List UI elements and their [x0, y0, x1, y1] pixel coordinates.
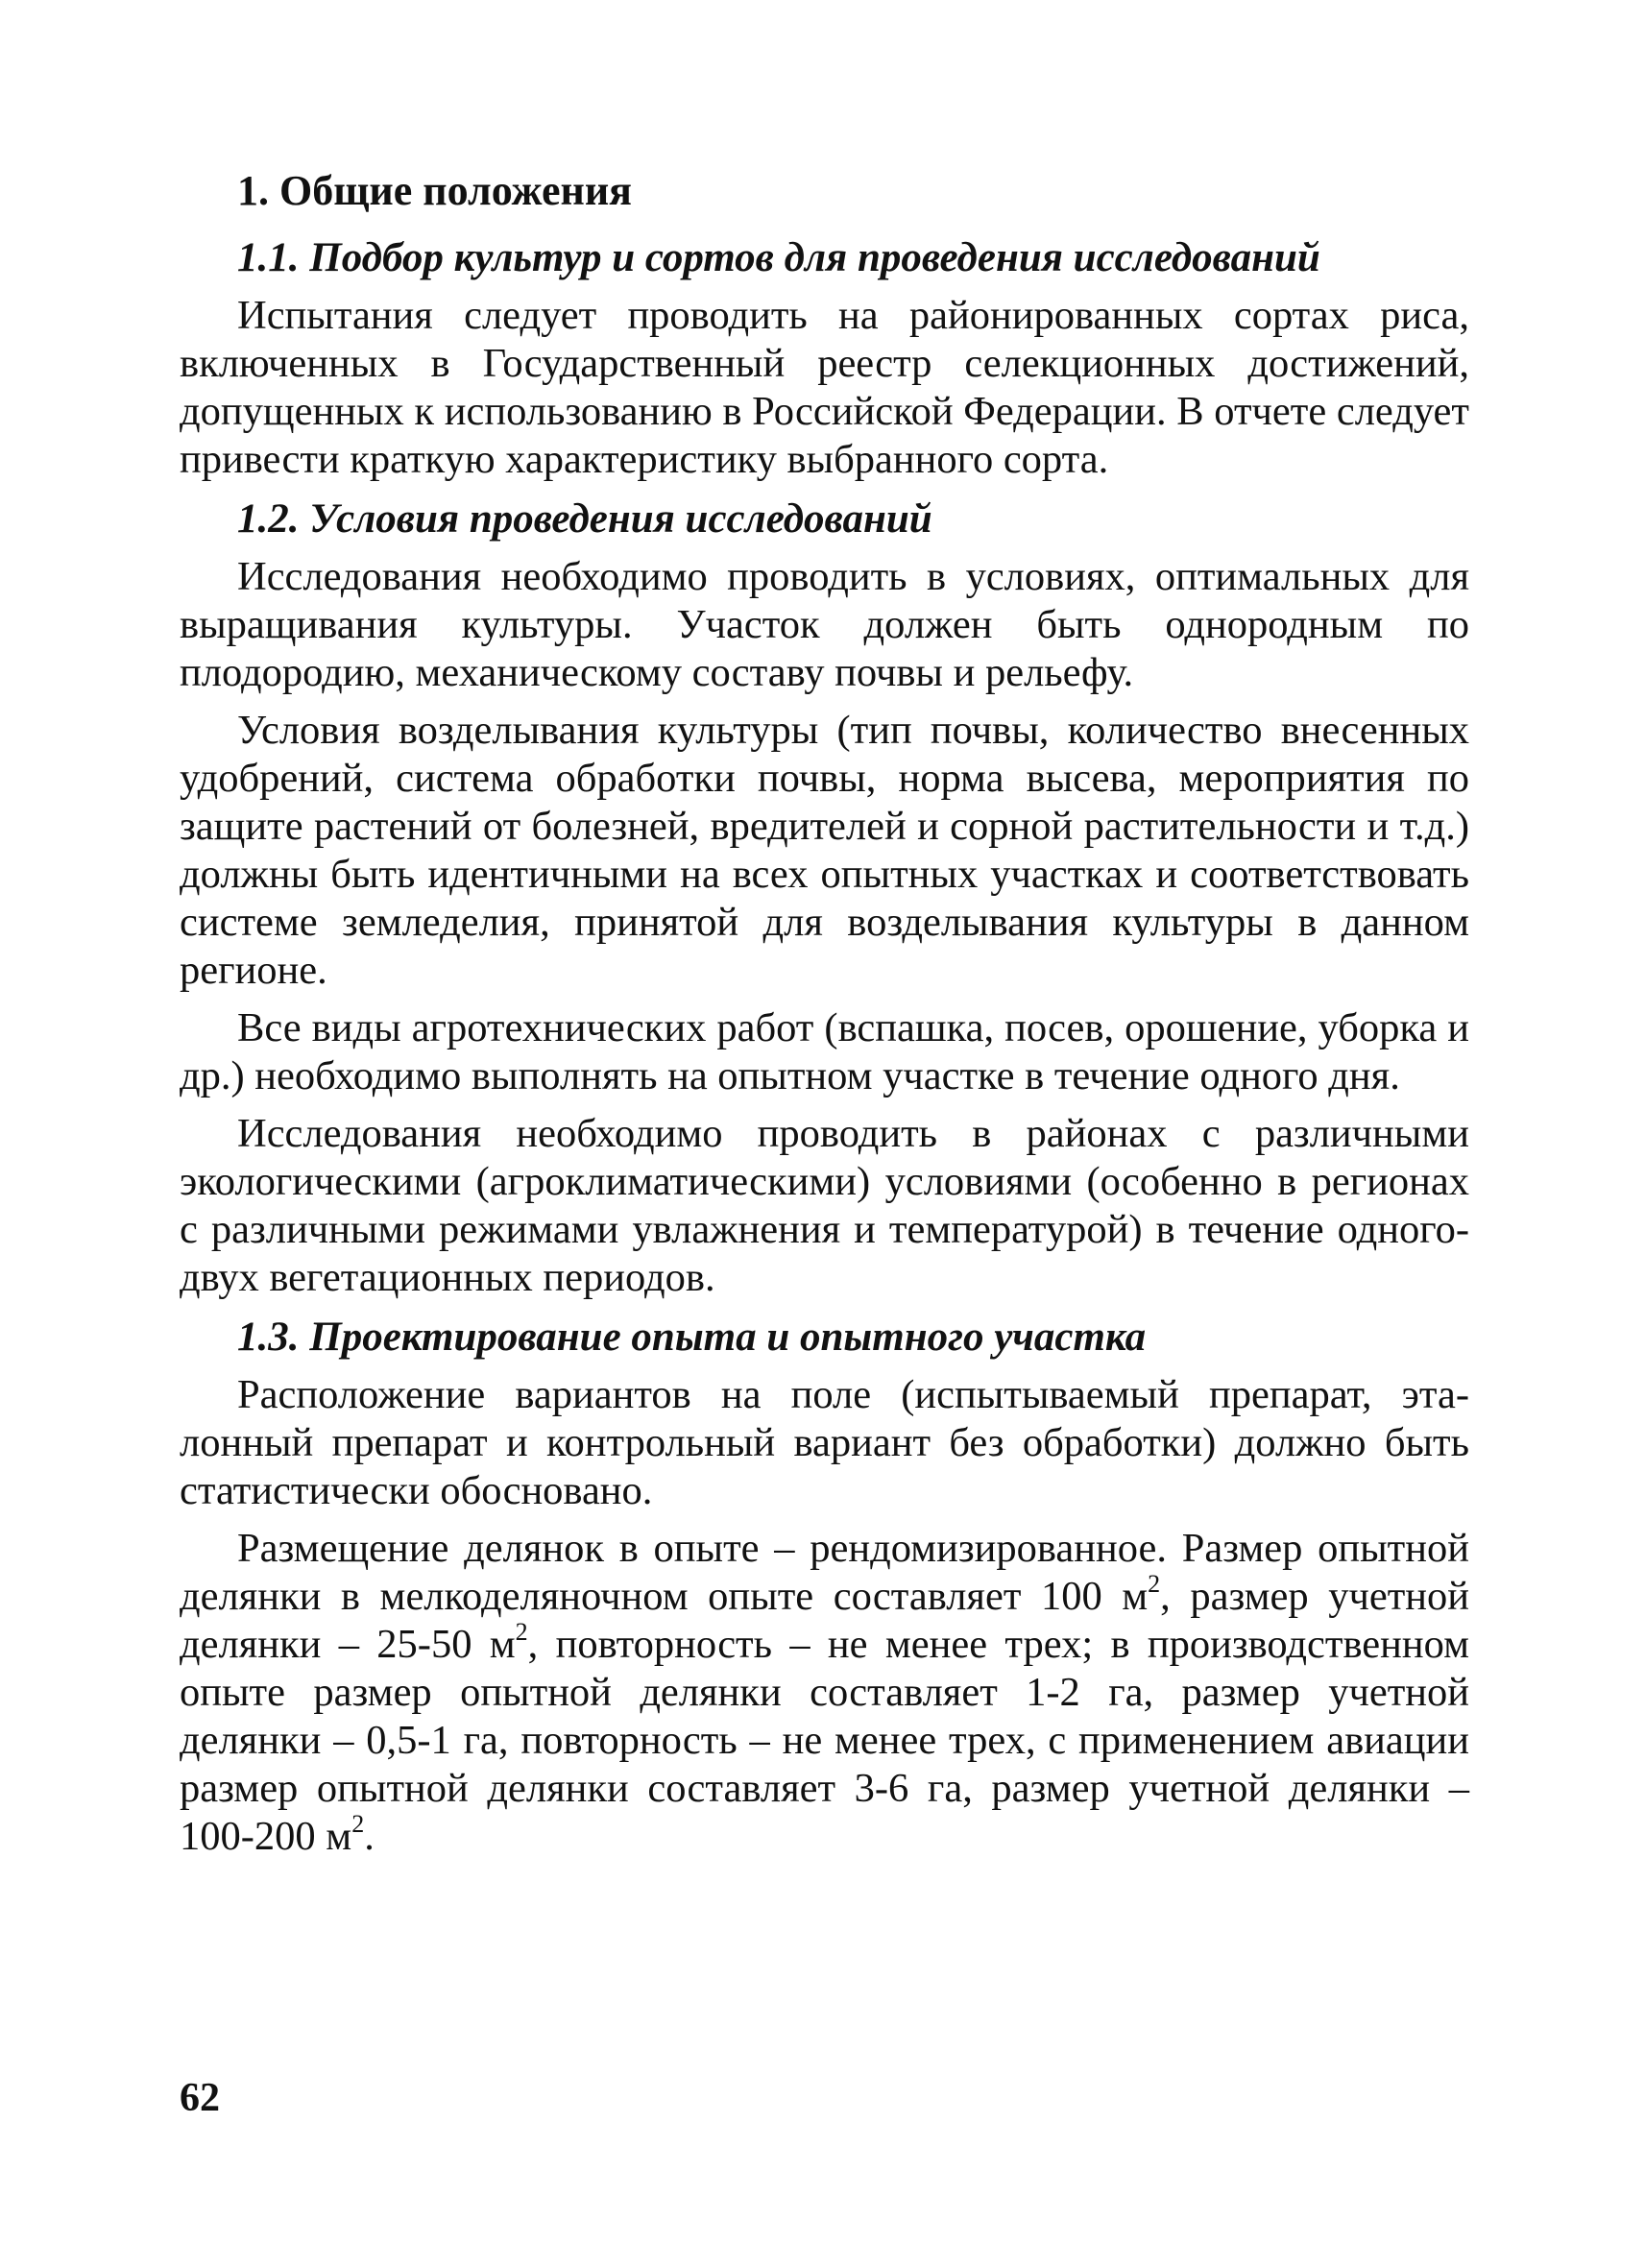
- page-content: [180, 165, 1469, 1870]
- paragraph: Все виды агротехнических работ (вспашка, посев, орошение, уборка и др.) необходимо выполнять на опытном участке в течение одного дня.: [180, 1005, 1469, 1098]
- text-run: , размер учетной делянки – 25-50 м: [180, 1574, 1470, 1667]
- superscript: 2: [351, 1810, 365, 1838]
- paragraph: Испытания следует проводить на районированных сортах риса, включенных в Государственный реестр селекционных достижений, допущенных к использованию в Российской Федерации. В отчете следует привести краткую характеристику выбранного сорта.: [180, 293, 1469, 482]
- text-run: , повторность – не менее трех; в производственном опыте размер опытной делянки составляет 1-2 га, размер учетной делянки – 0,5-1 га, повторность – не менее трех, с применением авиации размер опытной делянки составляет 3-6 га, размер учетной делянки – 100-200 м: [180, 1622, 1469, 1859]
- text-run: Размещение делянок в опыте – рендомизированное. Размер опытной делянки в мелкоделяночном опыте составляет 100 м: [180, 1526, 1469, 1619]
- page-number: 62: [180, 2076, 220, 2120]
- superscript: 2: [1148, 1570, 1161, 1598]
- paragraph: Расположение вариантов на поле (испытываемый препарат, эталонный препарат и контрольный вариант без обработки) должно быть статистически обосновано.: [180, 1372, 1469, 1513]
- section-heading: 1. Общие положения: [237, 167, 632, 214]
- paragraph: Исследования необходимо проводить в условиях, оптимальных для выращивания культуры. Участок должен быть однородным по плодородию, механическому составу почвы и рельефу.: [180, 554, 1469, 695]
- plot-size-paragraph: [180, 1525, 1469, 1861]
- paragraph: Условия возделывания культуры (тип почвы, количество внесенных удобрений, система обработки почвы, норма высева, мероприятия по защите растений от болезней, вредителей и сорной растительности и т.д.) должны быть идентичными на всех опытных участках и соответствовать системе земледелия, принятой для возделывания культуры в данном регионе.: [180, 708, 1469, 993]
- superscript: 2: [515, 1618, 528, 1646]
- subsection-title-1-1: 1.1. Подбор культур и сортов для проведения исследований: [237, 235, 1320, 280]
- subsection-title-1-2: 1.2. Условия проведения исследований: [237, 496, 932, 542]
- paragraph: Исследования необходимо проводить в районах с различными экологическими (агроклиматическими) условиями (особенно в регионах с различными режимами увлажнения и температурой) в течение одного-двух вегетационных периодов.: [180, 1111, 1469, 1300]
- text-run: .: [364, 1814, 375, 1859]
- subsection-title-1-3: 1.3. Проектирование опыта и опытного участка: [237, 1315, 1147, 1360]
